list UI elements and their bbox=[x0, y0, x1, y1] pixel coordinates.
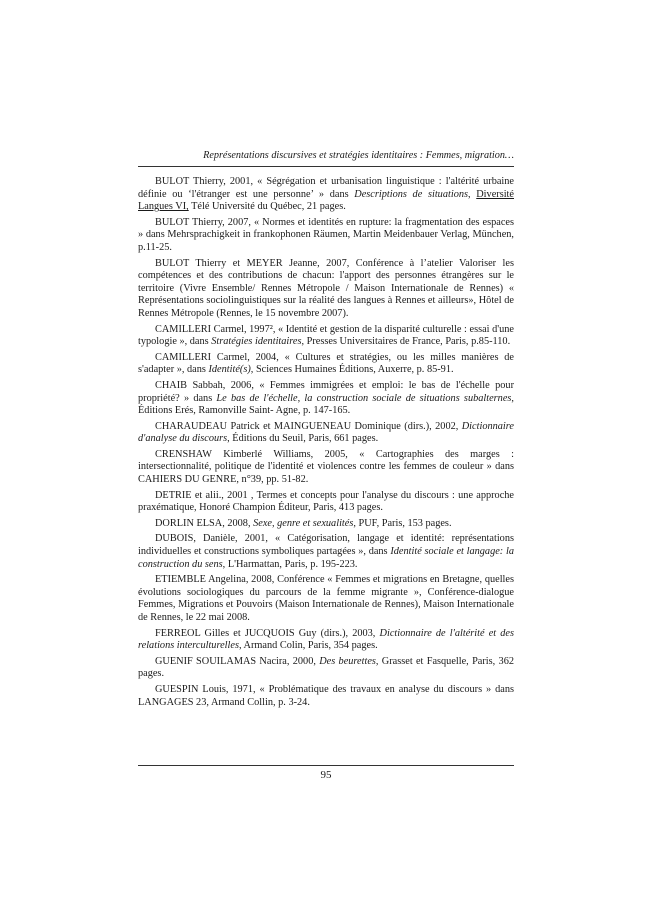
page-body bbox=[138, 150, 514, 712]
reference-entry: GUENIF SOUILAMAS Nacira, 2000, Des beurettes, Grasset et Fasquelle, Paris, 362 pages. bbox=[138, 655, 514, 680]
reference-entry: DETRIE et alii., 2001 , Termes et concepts pour l'analyse du discours : une approche praxématique, Honoré Champion Éditeur, Paris, 413 pages. bbox=[138, 489, 514, 514]
reference-entry: CAMILLERI Carmel, 1997², « Identité et gestion de la disparité culturelle : essai d'une typologie », dans Stratégies identitaires, Presses Universitaires de France, Paris, p.85-110. bbox=[138, 323, 514, 348]
bibliography-list bbox=[138, 176, 514, 709]
reference-entry: CHAIB Sabbah, 2006, « Femmes immigrées et emploi: le bas de l'échelle pour propriété? » dans Le bas de l'échelle, la construction sociale de situations subalternes, Éditions Erés, Ramonville Saint- Agne, p. 147-165. bbox=[138, 379, 514, 417]
page-footer bbox=[138, 765, 514, 781]
reference-entry: CRENSHAW Kimberlé Williams, 2005, « Cartographies des marges : intersectionnalité, politique de l'identité et violences contre les femmes de couleur » dans CAHIERS DU GENRE, n°39, pp. 51-82. bbox=[138, 448, 514, 486]
reference-entry: BULOT Thierry, 2001, « Ségrégation et urbanisation linguistique : l'altérité urbaine définie ou ‘l'étranger est une personne’ » dans Descriptions de situations, Diversité Langues VI, Télé Université du Québec, 21 pages. bbox=[138, 176, 514, 213]
reference-entry: DORLIN ELSA, 2008, Sexe, genre et sexualités, PUF, Paris, 153 pages. bbox=[155, 517, 452, 529]
reference-entry: BULOT Thierry et MEYER Jeanne, 2007, Conférence à l’atelier Valoriser les compétences et des contributions de chacun: l'apport des personnes étrangères sur le territoire (Vivre Ensemble/ Rennes Métropole / Maison Internationale de Rennes) « Représentations sociolinguistiques sur la réalité des langues à Rennes et ailleurs», Hôtel de Rennes Métropole (Rennes, le 15 novembre 2007). bbox=[138, 257, 514, 319]
reference-entry: FERREOL Gilles et JUCQUOIS Guy (dirs.), 2003, Dictionnaire de l'altérité et des relations interculturelles, Armand Colin, Paris, 354 pages. bbox=[138, 627, 515, 652]
reference-entry: BULOT Thierry, 2007, « Normes et identités en rupture: la fragmentation des espaces » dans Mehrsprachigkeit in frankophonen Räumen, Martin Meidenbauer Verlag, München, p.11-25. bbox=[138, 216, 514, 253]
reference-entry: CAMILLERI Carmel, 2004, « Cultures et stratégies, ou les milles manières de s'adapter », dans Identité(s), Sciences Humaines Éditions, Auxerre, p. 85-91. bbox=[138, 351, 514, 376]
page-number: 95 bbox=[320, 769, 332, 781]
reference-entry: DUBOIS, Danièle, 2001, « Catégorisation, langage et identité: représentations individuelles et constructions symboliques partagées », dans Identité sociale et langage: la construction du sens, L'Harmattan, Paris, p. 195-223. bbox=[138, 533, 514, 570]
reference-entry: ETIEMBLE Angelina, 2008, Conférence « Femmes et migrations en Bretagne, quelles évolutions sociologiques du parcours de la femme migrante », Conférence-dialogue Femmes, Migrations et Pouvoirs (Maison Internationale de Rennes), Maison Internationale de Rennes, le 22 mai 2008. bbox=[138, 574, 514, 623]
running-header: Représentations discursives et stratégies identitaires : Femmes, migration… bbox=[138, 150, 514, 167]
reference-entry: GUESPIN Louis, 1971, « Problématique des travaux en analyse du discours » dans LANGAGES 23, Armand Collin, p. 3-24. bbox=[138, 683, 514, 708]
reference-entry: CHARAUDEAU Patrick et MAINGUENEAU Dominique (dirs.), 2002, Dictionnaire d'analyse du discours, Éditions du Seuil, Paris, 661 pages. bbox=[138, 420, 514, 445]
